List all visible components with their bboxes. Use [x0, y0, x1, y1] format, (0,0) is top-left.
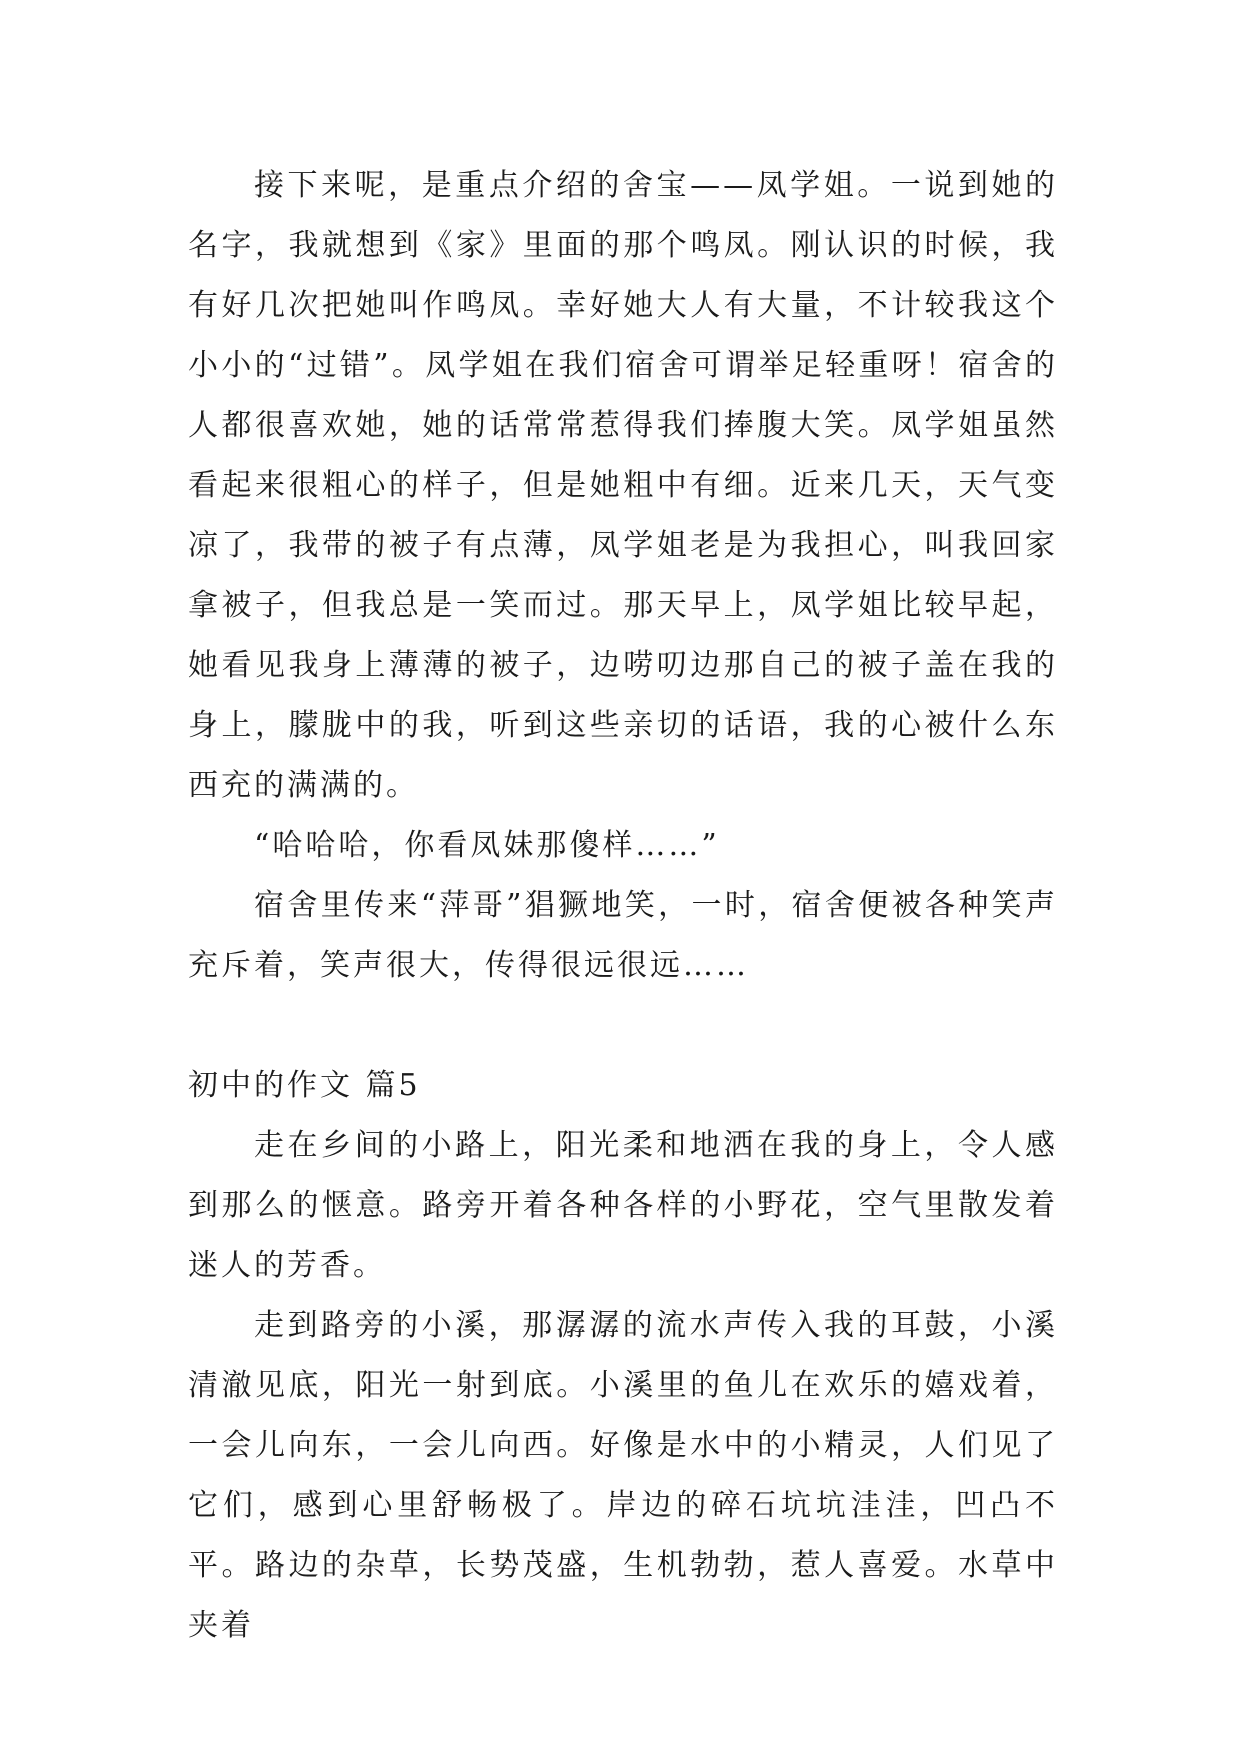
document-body	[188, 156, 1058, 1656]
paragraph-dorm-laughter: 宿舍里传来“萍哥”猖獗地笑，一时，宿舍便被各种笑声充斥着，笑声很大，传得很远很远……	[188, 888, 1058, 983]
section-heading: 初中的作文 篇5	[188, 1068, 421, 1103]
section-spacer	[188, 996, 1058, 1056]
paragraph-country-road: 走在乡间的小路上，阳光柔和地洒在我的身上，令人感到那么的惬意。路旁开着各种各样的小野花，空气里散发着迷人的芳香。	[188, 1128, 1058, 1283]
paragraph-fengxuejie: 接下来呢，是重点介绍的舍宝——凤学姐。一说到她的名字，我就想到《家》里面的那个鸣凤。刚认识的时候，我有好几次把她叫作鸣凤。幸好她大人有大量，不计较我这个小小的“过错”。凤学姐在我们宿舍可谓举足轻重呀！宿舍的人都很喜欢她，她的话常常惹得我们捧腹大笑。凤学姐虽然看起来很粗心的样子，但是她粗中有细。近来几天，天气变凉了，我带的被子有点薄，凤学姐老是为我担心，叫我回家拿被子，但我总是一笑而过。那天早上，凤学姐比较早起，她看见我身上薄薄的被子，边唠叨边那自己的被子盖在我的身上，朦胧中的我，听到这些亲切的话语，我的心被什么东西充的满满的。	[188, 168, 1058, 803]
paragraph-quote-laugh: “哈哈哈，你看凤妹那傻样……”	[254, 828, 720, 863]
paragraph-stream: 走到路旁的小溪，那潺潺的流水声传入我的耳鼓，小溪清澈见底，阳光一射到底。小溪里的鱼儿在欢乐的嬉戏着，一会儿向东，一会儿向西。好像是水中的小精灵，人们见了它们，感到心里舒畅极了。岸边的碎石坑坑洼洼，凹凸不平。路边的杂草，长势茂盛，生机勃勃，惹人喜爱。水草中夹着	[188, 1308, 1058, 1643]
